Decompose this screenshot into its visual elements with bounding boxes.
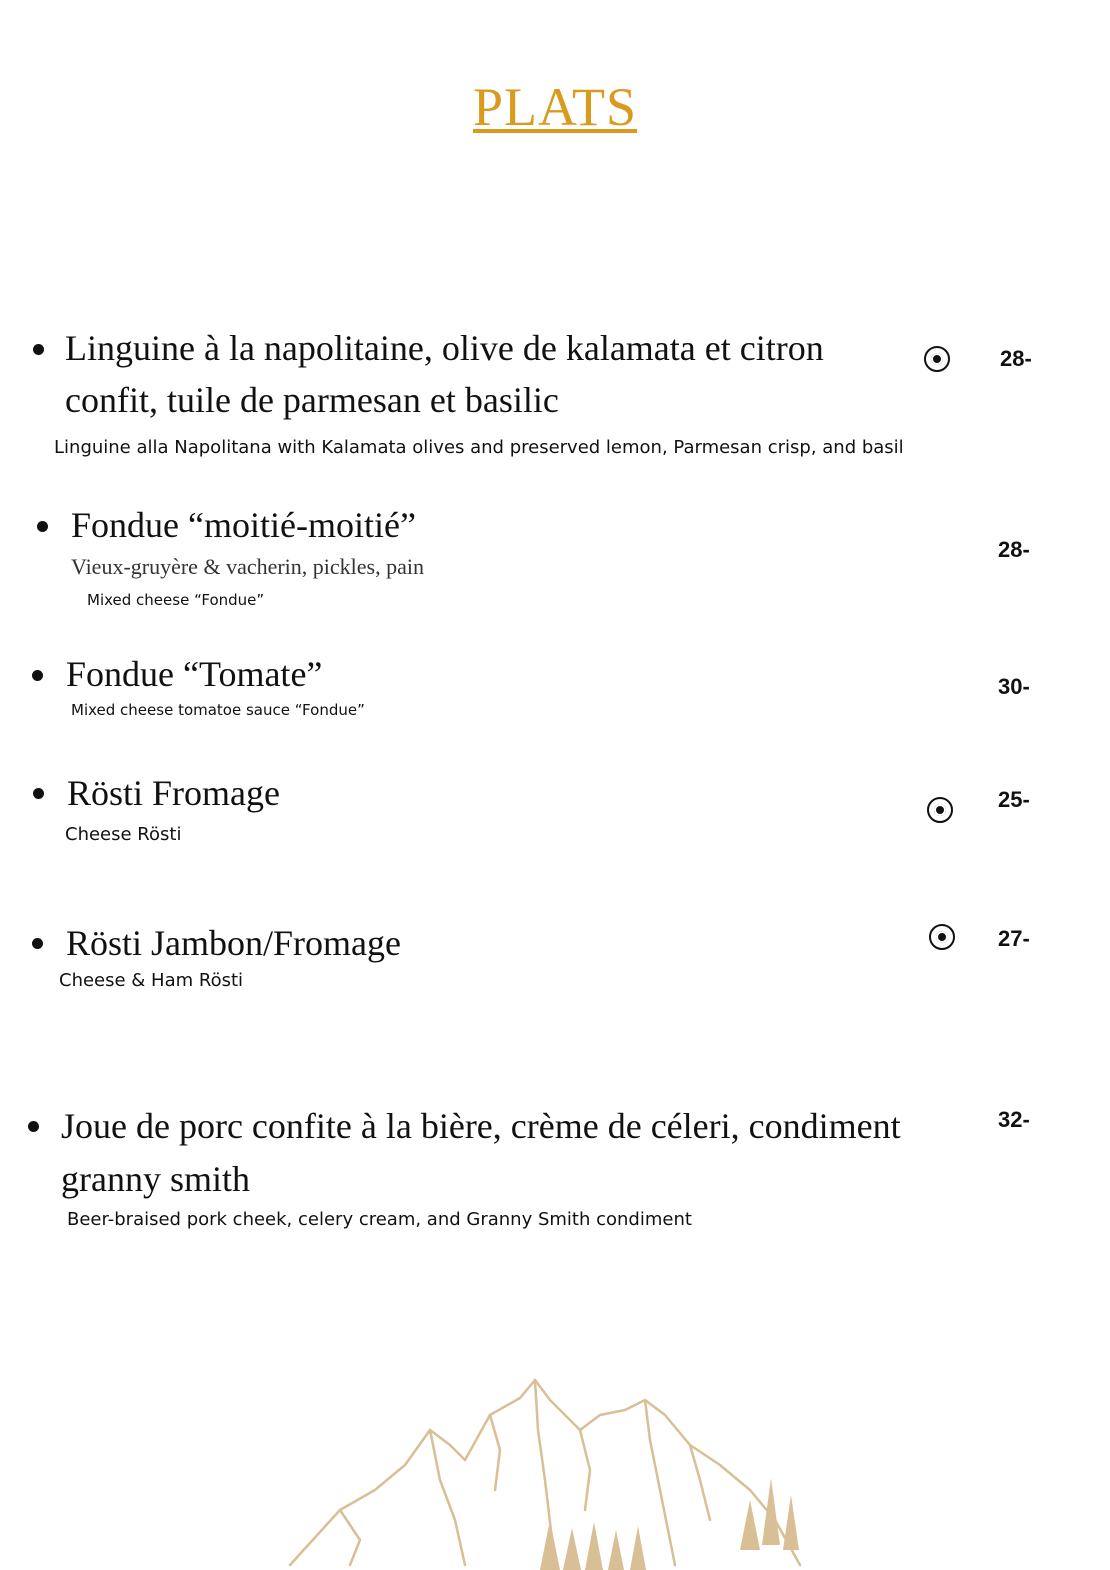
page-title xyxy=(0,76,1110,138)
item-english-description: Beer-braised pork cheek, celery cream, and Granny Smith condiment xyxy=(67,1209,692,1230)
item-price: 28- xyxy=(998,537,1030,562)
item-name: Rösti Jambon/Fromage xyxy=(66,923,401,963)
item-name-line1: Joue de porc confite à la bière, crème de céleri, condiment xyxy=(61,1106,901,1146)
item-price: 27- xyxy=(998,926,1030,951)
bullet xyxy=(28,1121,39,1132)
gluten-free-badge-icon xyxy=(924,346,950,372)
item-price: 25- xyxy=(998,787,1030,812)
item-english-description: Mixed cheese tomatoe sauce “Fondue” xyxy=(71,701,365,719)
mountain-illustration xyxy=(280,1370,820,1570)
item-french-detail: Vieux-gruyère & vacherin, pickles, pain xyxy=(71,554,424,579)
item-price: 28- xyxy=(1000,346,1032,371)
item-price: 30- xyxy=(998,674,1030,699)
item-english-description: Cheese & Ham Rösti xyxy=(59,970,244,991)
item-name-line2: granny smith xyxy=(61,1159,250,1199)
bullet xyxy=(33,344,44,355)
gluten-free-badge-icon xyxy=(929,924,955,950)
item-name: Fondue “moitié-moitié” xyxy=(71,505,416,545)
item-name-line1: Linguine à la napolitaine, olive de kalamata et citron xyxy=(65,328,824,368)
page-title-text: PLATS xyxy=(472,77,638,137)
gluten-free-badge-icon xyxy=(927,797,953,823)
bullet xyxy=(33,788,44,799)
item-name-line2: confit, tuile de parmesan et basilic xyxy=(65,380,559,420)
bullet xyxy=(37,521,48,532)
bullet xyxy=(32,670,43,681)
item-english-description: Cheese Rösti xyxy=(65,824,182,845)
bullet xyxy=(32,938,43,949)
item-name: Rösti Fromage xyxy=(67,773,280,813)
item-price: 32- xyxy=(998,1107,1030,1132)
item-english-description: Mixed cheese “Fondue” xyxy=(87,591,265,609)
item-name: Fondue “Tomate” xyxy=(66,654,323,694)
item-english-description: Linguine alla Napolitana with Kalamata olives and preserved lemon, Parmesan crisp, and basil xyxy=(54,437,904,458)
